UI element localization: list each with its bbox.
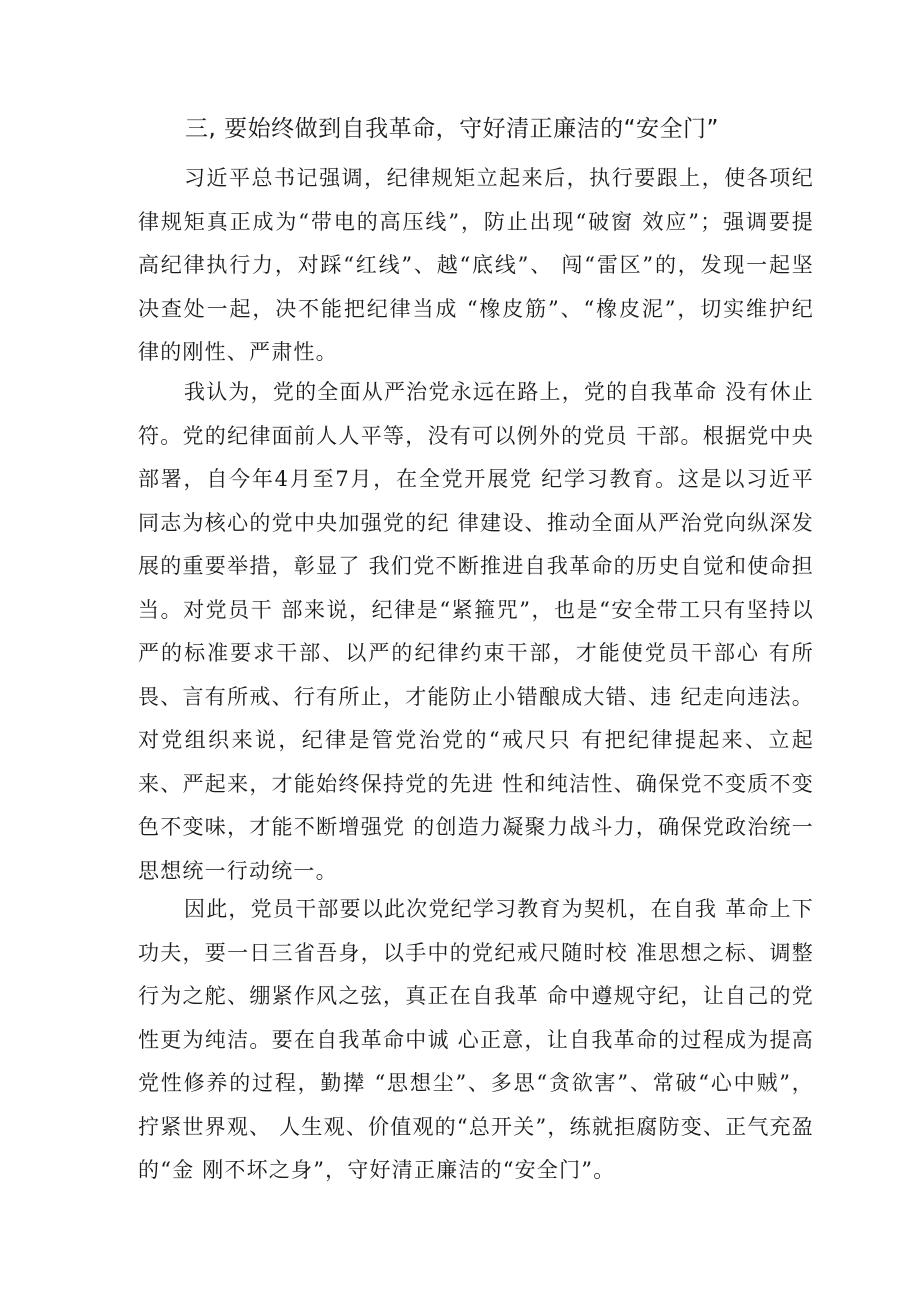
paragraph-3: 因此，党员干部要以此次党纪学习教育为契机，在自我 革命上下功夫，要一日三省吾身，以手中的党纪戒尺随时校 准思想之标、调整行为之舵、绷紧作风之弦，真正在自我革 命中遵规守纪，让自己的党性更为纯洁。要在自我革命中诚 心正意，让自我革命的过程成为提高党性修养的过程，勤撵 “思想尘”、多思“贪欲害”、常破“心中贼”，拧紧世界观、 人生观、价值观的“总开关”，练就拒腐防变、正气充盈的“金 刚不坏之身”，守好清正廉洁的“安全门”。 xyxy=(138,897,814,1182)
paragraph-1: 习近平总书记强调，纪律规矩立起来后，执行要跟上，使各项纪律规矩真正成为“带电的高压线”，防止出现“破窗 效应”；强调要提高纪律执行力，对踩“红线”、越“底线”、 闯“雷区”的，发现一起坚决查处一起，决不能把纪律当成 “橡皮筋”、“橡皮泥”，切实维护纪律的刚性、严肃性。 xyxy=(138,166,814,364)
paragraph-2: 我认为，党的全面从严治党永远在路上，党的自我革命 没有休止符。党的纪律面前人人平等，没有可以例外的党员 干部。根据党中央部署，自今年4月至7月，在全党开展党 纪学习教育。这是以习近平同志为核心的党中央加强党的纪 律建设、推动全面从严治党向纵深发展的重要举措，彰显了 我们党不断推进自我革命的历史自觉和使命担当。对党员干 部来说，纪律是“紧箍咒”，也是“安全带工只有坚持以严的标准要求干部、以严的纪律约束干部，才能使党员干部心 有所畏、言有所戒、行有所止，才能防止小错酿成大错、违 纪走向违法。对党组织来说，纪律是管党治党的“戒尺只 有把纪律提起来、立起来、严起来，才能始终保持党的先进 性和纯洁性、确保党不变质不变色不变味，才能不断增强党 的创造力凝聚力战斗力，确保党政治统一思想统一行动统一。 xyxy=(138,380,814,883)
section-heading: 三, 要始终做到自我革命，守好清正廉洁的“安全门” xyxy=(185,116,719,142)
